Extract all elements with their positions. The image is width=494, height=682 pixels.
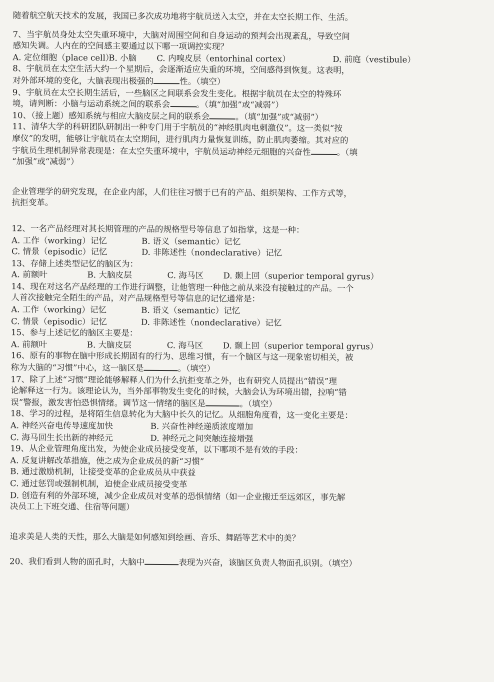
q19-option-a: A. 反复讲解改革措施，使之成为企业成员的新“习惯” xyxy=(10,454,205,467)
q18-option-b: B. 兴奋性神经递质浓度增加 xyxy=(150,420,254,432)
question-16-cont: 称为大脑的“习惯”中心，这一脑区是 。（填空） xyxy=(10,362,216,374)
question-8: 8、宇航员在太空生活大约一个星期后，会逐渐适应失重的环境，空间感得到恢复。这表明， xyxy=(12,63,350,76)
q14-option-b: B. 语义（semantic）记忆 xyxy=(141,304,241,316)
q12-option-a: A. 工作（working）记忆 xyxy=(11,234,108,246)
question-7-cont: 感知失调。人内在的空间感主要通过以下哪一项调控实现？ xyxy=(12,40,229,52)
fill-blank xyxy=(210,111,236,119)
q13-option-a: A. 前额叶 xyxy=(11,269,48,280)
question-8-cont: 对外部环境的变化，大脑表现出极强的 性。（填空） xyxy=(12,75,226,87)
question-9-cont: 境，请判断：小脑与运动系统之间的联系会 。（填“加强”或“减弱”） xyxy=(12,98,284,110)
q19-option-b: B. 通过激励机制，让接受变革的企业成员从中获益 xyxy=(10,466,196,478)
fill-blank xyxy=(154,76,180,84)
question-16: 16、原有的事物在脑中形成长期固有的行为、思维习惯，有一个脑区与这一现象密切相关，被 xyxy=(10,350,354,363)
question-11-cont2: 宇航员生理机制异常表现是：在太空失重环境中，宇航员运动神经元细胞的兴奋性 。（填 xyxy=(12,144,358,157)
question-9: 9、宇航员在太空长期生活后，一些脑区之间联系会发生变化。根据宇航员在太空的特殊环 xyxy=(12,86,342,99)
q14-option-d: D. 非陈述性（nondeclarative）记忆 xyxy=(141,316,282,328)
q13-option-b: B. 大脑皮层 xyxy=(87,269,132,281)
question-14-cont: 人首次接触完全陌生的产品，对产品规格型号等信息的记忆通常是： xyxy=(11,292,261,305)
question-17-cont2: 误”警报，激发害怕恐惧情绪。调节这一情绪的脑区是 。（填空） xyxy=(10,396,277,409)
question-11-cont: 摩仪”的发明，能够让宇航员在太空期间，进行肌肉力量恢复训练，防止肌肉萎缩。其对应的 xyxy=(12,133,349,146)
q15-option-b: B. 大脑皮层 xyxy=(86,339,132,350)
q14-option-c: C. 情景（episodic）记忆 xyxy=(11,315,107,327)
question-13: 13、存储上述类型记忆的脑区为： xyxy=(11,257,139,269)
q12-option-c: C. 情景（episodic）记忆 xyxy=(11,246,108,257)
q15-option-a: A. 前额叶 xyxy=(10,338,48,350)
q19-option-d-cont: 决员工上下班交通、住宿等问题） xyxy=(9,501,135,512)
question-14: 14、现在对这名产品经理的工作进行调整，让他管理一种他之前从来没有接触过的产品。一个 xyxy=(11,280,354,294)
fill-blank xyxy=(206,398,240,406)
q12-option-d: D. 非陈述性（nondeclarative）记忆 xyxy=(141,246,283,258)
q19-option-d: D. 创造有利的外部环境，减少企业成员对变革的恐惧情绪（如一企业搬迁至远郊区，事先解 xyxy=(9,489,346,502)
question-17: 17、除了上述“习惯”理论能够解释人们为什么抗拒变革之外，也有研究人员提出“错误”理 xyxy=(10,373,337,386)
question-11-cont3: “加强”或“减弱”） xyxy=(11,156,79,167)
q18-option-a: A. 神经兴奋电传导速度加快 xyxy=(10,420,113,431)
fill-blank xyxy=(170,99,196,107)
q13-option-d: D. 颞上回（superior temporal gyrus） xyxy=(223,270,379,282)
q18-option-c: C. 海马回生长出新的神经元 xyxy=(10,431,113,443)
q7-option-b: B. 小脑 xyxy=(108,52,137,63)
q12-option-b: B. 语义（semantic）记忆 xyxy=(141,235,241,246)
intro-art-text: 追求美是人类的天性，那么大脑是如何感知到绘画、音乐、舞蹈等艺术中的美？ xyxy=(9,530,301,543)
question-10: 10、（接上题）感知系统与相应大脑皮层之间的联系会 。（填“加强”或“减弱”） xyxy=(12,109,324,122)
intro-space-text: 随着航空航天技术的发展，我国已多次成功地将宇航员送入太空，并在太空长期工作、生活。 xyxy=(12,10,354,23)
q14-option-a: A. 工作（working）记忆 xyxy=(11,304,107,315)
intro-management-text: 企业管理学的研究发现，在企业内部，人们往往习惯于已有的产品、组织架构、工作方式等， xyxy=(11,185,353,198)
q15-option-d: D. 颞上回（superior temporal gyrus） xyxy=(222,340,379,352)
question-20: 20、我们看到人物的面孔时，大脑中 表现为兴奋，该脑区负责人物面孔识别。（填空） xyxy=(9,556,358,569)
question-7: 7、当宇航员身处太空失重环境中，大脑对周围空间和自身运动的预判会出现紊乱，导致空间 xyxy=(12,28,350,41)
question-12: 12、一名产品经理对其长期管理的产品的规格型号等信息了如指掌，这是一种： xyxy=(11,222,305,235)
fill-blank xyxy=(144,363,178,371)
question-19: 19、从企业管理角度出发，为使企业成员接受变革，以下哪项不是有效的手段： xyxy=(10,443,303,456)
question-18: 18、学习的过程，是将陌生信息转化为大脑中长久的记忆。从细胞角度看，这一变化主要是： xyxy=(10,408,353,421)
q7-option-a: A. 定位细胞（place cell） xyxy=(12,51,114,63)
fill-blank xyxy=(311,146,337,154)
intro-management-text-cont: 抗拒变革。 xyxy=(11,197,54,208)
q15-option-c: C. 海马区 xyxy=(166,339,204,351)
q13-option-c: C. 海马区 xyxy=(167,270,204,281)
q7-option-c: C. 内嗅皮层（entorhinal cortex） xyxy=(156,52,291,64)
question-17-cont: 论解释这一行为。该理论认为，当外部事物发生变化的时候，大脑会认为环境出错，拉响“错 xyxy=(10,385,347,398)
q18-option-d: D. 神经元之间突触连接增强 xyxy=(150,432,254,444)
fill-blank xyxy=(145,557,179,565)
question-15: 15、参与上述记忆的脑区主要是： xyxy=(10,327,138,339)
question-11: 11、清华大学的科研团队研制出一种专门用于宇航员的“神经肌肉电刺激仪”。这一类似“按 xyxy=(12,121,343,134)
q19-option-c: C. 通过惩罚或强制机制，迫使企业成员接受变革 xyxy=(10,478,188,490)
q7-option-d: D. 前庭（vestibule） xyxy=(332,53,416,65)
